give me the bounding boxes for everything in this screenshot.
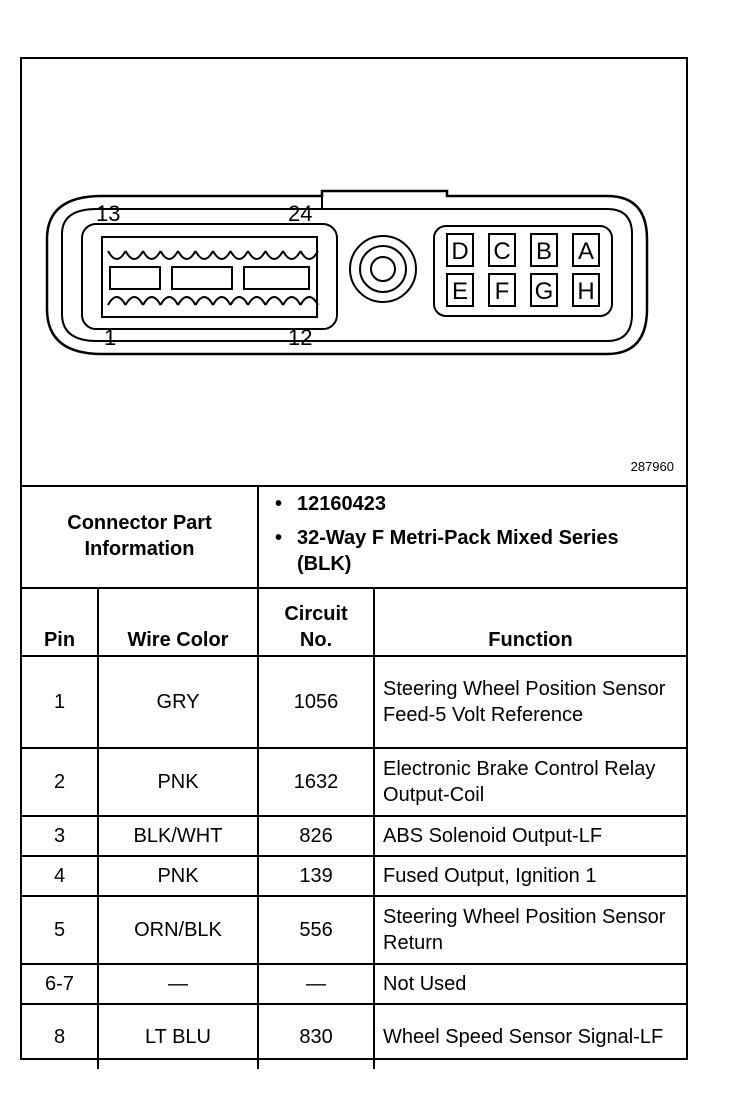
wire-color-cell: PNK (98, 856, 258, 896)
wire-color-header: Wire Color (98, 588, 258, 656)
pin-cavity (178, 251, 196, 259)
pin-cavity (178, 297, 196, 305)
cavity-letter-a: A (577, 238, 595, 265)
cavity-letter-h: H (577, 278, 595, 305)
pin-cavity (283, 297, 301, 305)
wire-color-cell: BLK/WHT (98, 816, 258, 856)
pin-cavity (248, 297, 266, 305)
table-row (22, 656, 686, 748)
table-row (22, 856, 686, 896)
circuit-cell: 1056 (258, 656, 374, 748)
connector-info-label: Connector Part Information (67, 512, 212, 560)
pin-cell: 4 (22, 856, 98, 896)
connector-sheet (20, 57, 688, 1060)
connector-diagram (22, 59, 686, 485)
connector-info-list (267, 491, 678, 577)
cavity-letter-g: G (534, 278, 554, 305)
connector-description: • 32-Way F Metri-Pack Mixed Series (BLK) (297, 525, 678, 577)
left-pin-block-inner (102, 237, 317, 317)
wire-color-cell: — (98, 964, 258, 1004)
function-header: Function (374, 588, 686, 656)
pin-header: Pin (22, 588, 98, 656)
figure-id: 287960 (630, 459, 674, 474)
function-cell: Steering Wheel Position Sensor Feed-5 Volt Reference (374, 656, 686, 748)
pin-cell: 8 (22, 1004, 98, 1069)
function-cell: Fused Output, Ignition 1 (374, 856, 686, 896)
circuit-cell: 1632 (258, 748, 374, 816)
pin-cavity (301, 297, 319, 305)
circuit-cell: — (258, 964, 374, 1004)
circuit-cell: 830 (258, 1004, 374, 1069)
circuit-cell: 139 (258, 856, 374, 896)
pin-cavity (126, 251, 144, 259)
pin-cavity (266, 297, 284, 305)
function-cell: ABS Solenoid Output-LF (374, 816, 686, 856)
table-row (22, 1004, 686, 1069)
wire-color-cell: LT BLU (98, 1004, 258, 1069)
pin-cavity (248, 251, 266, 259)
pin-cell: 5 (22, 896, 98, 964)
part-number: • 12160423 (297, 491, 678, 517)
pin-cell: 6-7 (22, 964, 98, 1004)
pin-cavity (161, 297, 179, 305)
pin-cavity (161, 251, 179, 259)
pin-cavity (283, 251, 301, 259)
center-lock-rectangle (172, 267, 232, 289)
cavity-letter-e: E (451, 278, 469, 305)
table-row (22, 896, 686, 964)
table-row (22, 816, 686, 856)
pin-label-13: 13 (96, 201, 121, 226)
pin-cavity (196, 251, 214, 259)
latch-slot-right (244, 267, 309, 289)
pin-cavity (231, 251, 249, 259)
cavity-letter-d: D (451, 238, 469, 265)
pin-label-24: 24 (288, 201, 313, 226)
function-cell: Not Used (374, 964, 686, 1004)
pin-label-1: 1 (104, 325, 117, 350)
circuit-cell: 556 (258, 896, 374, 964)
lettered-cavities (447, 234, 599, 306)
wire-color-cell: ORN/BLK (98, 896, 258, 964)
function-cell: Electronic Brake Control Relay Output-Coil (374, 748, 686, 816)
pin-cavity (213, 251, 231, 259)
pin-cavity (143, 251, 161, 259)
pin-cavity (301, 251, 319, 259)
wire-color-cell: GRY (98, 656, 258, 748)
wire-color-cell: PNK (98, 748, 258, 816)
function-cell: Wheel Speed Sensor Signal-LF (374, 1004, 686, 1069)
circuit-cell: 826 (258, 816, 374, 856)
pin-row-bottom (108, 297, 318, 305)
center-bolt-inner (360, 246, 406, 292)
pin-cavity (143, 297, 161, 305)
circuit-header: Circuit No. (258, 588, 374, 656)
pin-cavity (196, 297, 214, 305)
cavity-letter-f: F (494, 278, 510, 305)
pin-cell: 2 (22, 748, 98, 816)
pin-label-12: 12 (288, 325, 313, 350)
pin-cell: 1 (22, 656, 98, 748)
cavity-letter-c: C (493, 238, 511, 265)
pin-cavity (108, 251, 126, 259)
function-cell: Steering Wheel Position Sensor Return (374, 896, 686, 964)
latch-slot-left (110, 267, 160, 289)
pin-row-top (108, 251, 318, 259)
left-pin-block (82, 224, 337, 329)
center-bolt-hole (371, 257, 395, 281)
table-row (22, 748, 686, 816)
pin-cavity (108, 297, 126, 305)
table-header-row (22, 588, 686, 656)
pin-cell: 3 (22, 816, 98, 856)
pin-cavity (266, 251, 284, 259)
cavity-letter-b: B (535, 238, 553, 265)
pin-cavity (213, 297, 231, 305)
connector-pin-table (22, 485, 686, 1069)
connector-diagram-panel (22, 59, 686, 487)
connector-info-row (22, 485, 686, 588)
pin-cavity (231, 297, 249, 305)
pin-cavity (126, 297, 144, 305)
table-row (22, 964, 686, 1004)
